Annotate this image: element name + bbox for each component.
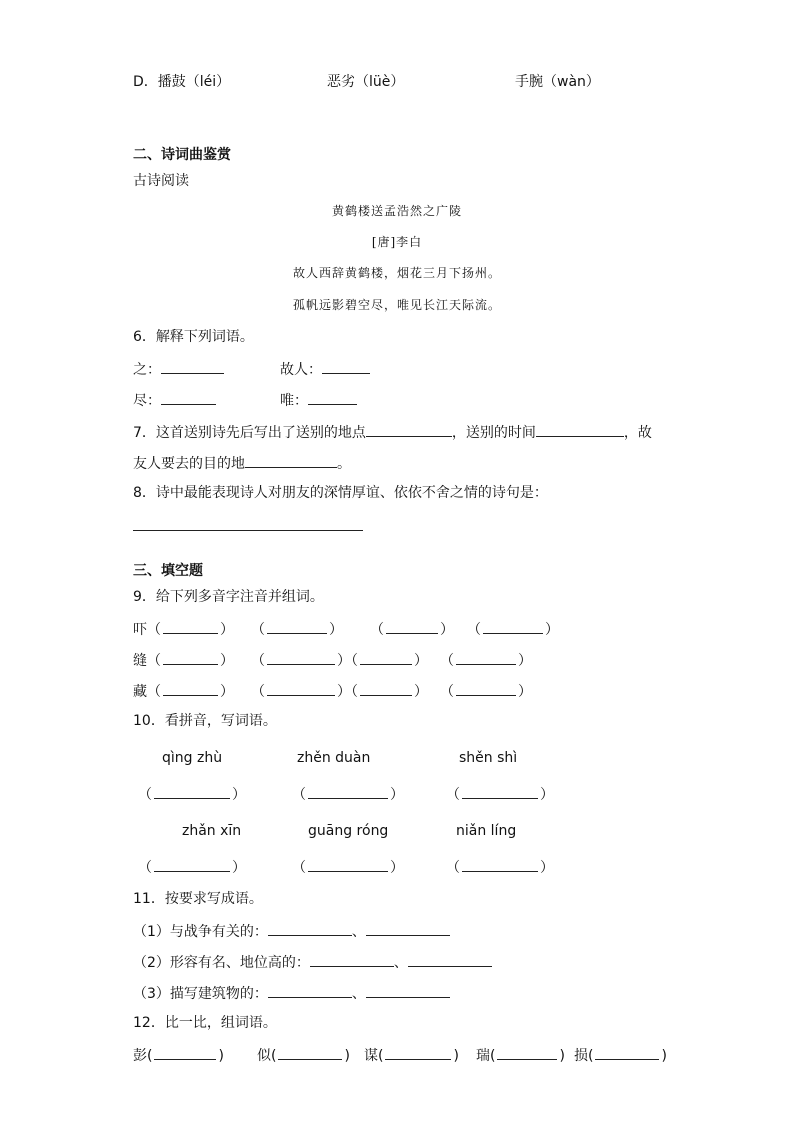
q7-text: ，故 xyxy=(623,425,652,441)
q9-row-1-word-2: （ ） xyxy=(467,618,559,640)
compare-char: 谋 xyxy=(364,1048,378,1064)
q9-row-1-pinyin-2: （ ） xyxy=(370,618,454,640)
answer-blank[interactable] xyxy=(462,856,538,872)
answer-blank[interactable] xyxy=(308,783,388,799)
pinyin-1: qìng zhù xyxy=(162,750,223,766)
q10-answer-1: （ ） xyxy=(138,783,246,805)
compare-char: 彭 xyxy=(133,1048,147,1064)
answer-blank[interactable] xyxy=(308,856,388,872)
q9-row-1: 吓（ ） xyxy=(133,618,234,640)
q6-word-1: 之： xyxy=(133,362,161,378)
q11-item-2 xyxy=(133,951,492,973)
answer-blank[interactable] xyxy=(408,951,492,967)
poem-author: [唐]李白 xyxy=(371,235,423,249)
q9-row-3-word-2: （ ） xyxy=(440,680,532,702)
q9-row-3-word-1: （ ）（ ） xyxy=(251,680,428,702)
pinyin-3: shěn shì xyxy=(459,750,518,766)
answer-blank[interactable] xyxy=(154,1044,216,1060)
answer-blank[interactable] xyxy=(310,951,394,967)
separator: 、 xyxy=(351,924,366,940)
q11-label: （2）形容有名、地位高的： xyxy=(133,955,310,971)
q7-text: 7．这首送别诗先后写出了送别的地点 xyxy=(133,425,366,441)
q6-word-4: 唯： xyxy=(280,393,308,409)
section-2-subtitle: 古诗阅读 xyxy=(133,173,189,189)
answer-blank[interactable] xyxy=(161,389,216,405)
answer-blank[interactable] xyxy=(268,982,352,998)
answer-blank[interactable] xyxy=(267,680,335,696)
polyphone-char: 藏 xyxy=(133,684,147,700)
option-d-word-2: 恶劣（lüè） xyxy=(327,74,405,90)
answer-blank[interactable] xyxy=(267,649,335,665)
answer-blank[interactable] xyxy=(386,618,438,634)
polyphone-char: 缝 xyxy=(133,653,147,669)
q12-stem: 12．比一比，组词语。 xyxy=(133,1015,277,1031)
answer-blank[interactable] xyxy=(366,920,450,936)
pinyin-4: zhǎn xīn xyxy=(182,823,242,839)
q7-line-1 xyxy=(133,421,652,443)
q6-stem: 6．解释下列词语。 xyxy=(133,329,254,345)
option-d-label: D．播鼓（léi） xyxy=(133,74,231,90)
q9-row-2-word-1: （ ）（ ） xyxy=(251,649,428,671)
poem-line-2: 孤帆远影碧空尽，唯见长江天际流。 xyxy=(292,298,501,312)
answer-blank[interactable] xyxy=(595,1044,659,1060)
q6-item-3 xyxy=(133,389,216,411)
answer-blank[interactable] xyxy=(268,920,352,936)
q7-text: 。 xyxy=(337,456,351,472)
compare-char: 瑞 xyxy=(476,1048,490,1064)
answer-blank[interactable] xyxy=(462,783,538,799)
q10-answer-6: （ ） xyxy=(446,856,554,878)
q7-text: 友人要去的目的地 xyxy=(133,456,245,472)
poem-title: 黄鹤楼送孟浩然之广陵 xyxy=(331,204,462,218)
polyphone-char: 吓 xyxy=(133,622,147,638)
q8-stem: 8．诗中最能表现诗人对朋友的深情厚谊、依依不舍之情的诗句是： xyxy=(133,485,548,501)
section-3-title: 三、填空题 xyxy=(133,563,203,579)
q9-row-1-word-1: （ ） xyxy=(251,618,343,640)
answer-blank[interactable] xyxy=(308,389,357,405)
compare-char: 损 xyxy=(574,1048,588,1064)
q6-word-3: 尽： xyxy=(133,393,161,409)
q12-item-2: 似( ) xyxy=(257,1044,350,1066)
answer-blank[interactable] xyxy=(154,856,230,872)
option-d xyxy=(133,72,230,92)
q10-answer-3: （ ） xyxy=(446,783,554,805)
q11-label: （3）描写建筑物的： xyxy=(133,986,268,1002)
compare-char: 似 xyxy=(257,1048,271,1064)
q12-item-5: 损( ) xyxy=(574,1044,667,1066)
q9-row-2-word-2: （ ） xyxy=(440,649,532,671)
poem-line-1: 故人西辞黄鹤楼，烟花三月下扬州。 xyxy=(292,266,501,280)
answer-blank[interactable] xyxy=(497,1044,557,1060)
q6-word-2: 故人： xyxy=(280,362,322,378)
q12-item-1: 彭( ) xyxy=(133,1044,224,1066)
answer-blank[interactable] xyxy=(133,530,363,531)
answer-blank[interactable] xyxy=(267,618,327,634)
q6-item-1 xyxy=(133,358,224,380)
answer-blank[interactable] xyxy=(360,649,412,665)
q7-text: ，送别的时间 xyxy=(451,425,536,441)
q9-stem: 9．给下列多音字注音并组词。 xyxy=(133,589,324,605)
q9-row-2: 缝（ ） xyxy=(133,649,234,671)
option-d-word-3: 手腕（wàn） xyxy=(515,74,600,90)
q10-answer-5: （ ） xyxy=(292,856,404,878)
answer-blank[interactable] xyxy=(366,421,452,437)
answer-blank[interactable] xyxy=(456,680,516,696)
q12-item-3: 谋( ) xyxy=(364,1044,459,1066)
pinyin-6: niǎn líng xyxy=(456,823,517,839)
q6-item-2 xyxy=(280,358,370,380)
q11-item-3 xyxy=(133,982,450,1004)
pinyin-2: zhěn duàn xyxy=(297,750,371,766)
answer-blank[interactable] xyxy=(161,358,224,374)
q10-answer-2: （ ） xyxy=(292,783,404,805)
answer-blank[interactable] xyxy=(536,421,624,437)
answer-blank[interactable] xyxy=(163,680,218,696)
answer-blank[interactable] xyxy=(154,783,230,799)
answer-blank[interactable] xyxy=(322,358,370,374)
q10-answer-4: （ ） xyxy=(138,856,246,878)
q11-label: （1）与战争有关的： xyxy=(133,924,268,940)
separator: 、 xyxy=(351,986,366,1002)
answer-blank[interactable] xyxy=(456,649,516,665)
q6-item-4 xyxy=(280,389,357,411)
q11-stem: 11．按要求写成语。 xyxy=(133,891,263,907)
q12-item-4: 瑞( ) xyxy=(476,1044,565,1066)
answer-blank[interactable] xyxy=(245,452,337,468)
q11-item-1 xyxy=(133,920,450,942)
answer-blank[interactable] xyxy=(483,618,543,634)
section-2-title: 二、诗词曲鉴赏 xyxy=(133,147,231,163)
answer-blank[interactable] xyxy=(366,982,450,998)
q9-row-3: 藏（ ） xyxy=(133,680,234,702)
q10-stem: 10．看拼音，写词语。 xyxy=(133,713,277,729)
answer-blank[interactable] xyxy=(163,618,218,634)
pinyin-5: guāng róng xyxy=(308,823,389,839)
separator: 、 xyxy=(393,955,408,971)
answer-blank[interactable] xyxy=(360,680,412,696)
answer-blank[interactable] xyxy=(278,1044,342,1060)
q7-line-2 xyxy=(133,452,351,474)
answer-blank[interactable] xyxy=(385,1044,451,1060)
answer-blank[interactable] xyxy=(163,649,218,665)
